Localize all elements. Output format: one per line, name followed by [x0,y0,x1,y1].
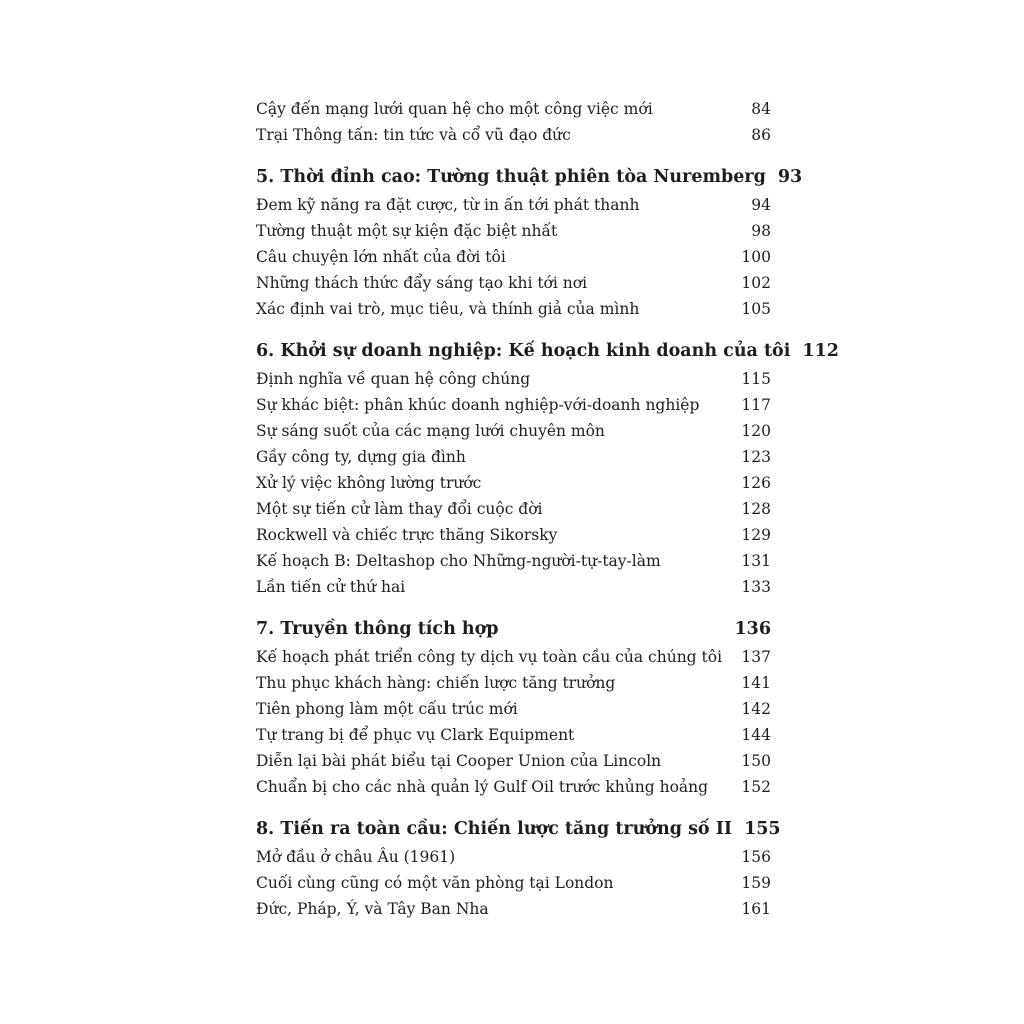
toc-entry [256,218,771,244]
toc-entry-page: 126 [741,474,771,492]
toc-entry-title: Xác định vai trò, mục tiêu, và thính giả của mình [256,300,640,318]
chapter-heading [256,336,839,366]
toc-entry-title: Đức, Pháp, Ý, và Tây Ban Nha [256,900,489,918]
chapter-page: 93 [777,167,803,187]
toc-entry [256,574,771,600]
toc-entry-page: 156 [741,848,771,866]
toc-entry-page: 123 [741,448,771,466]
toc-entry-title: Câu chuyện lớn nhất của đời tôi [256,248,506,266]
toc-entry-title: Tường thuật một sự kiện đặc biệt nhất [256,222,558,240]
toc-entry-title: Tiên phong làm một cấu trúc mới [256,700,518,718]
toc-entry-title: Chuẩn bị cho các nhà quản lý Gulf Oil trước khủng hoảng [256,778,709,796]
toc-entry-page: 129 [741,526,771,544]
toc-chapter-6 [256,336,839,600]
chapter-title: 8. Tiến ra toàn cầu: Chiến lược tăng trưởng số II [256,819,733,839]
toc-entry-page: 98 [751,222,771,240]
toc-intro-section [256,96,771,148]
toc-entry-page: 105 [741,300,771,318]
toc-entry-page: 141 [741,674,771,692]
toc-entry-page: 161 [741,900,771,918]
toc-entry [256,192,771,218]
toc-entry-page: 102 [741,274,771,292]
toc-entry [256,444,771,470]
toc-entry [256,96,771,122]
toc-entry-title: Những thách thức đẩy sáng tạo khi tới nơi [256,274,588,292]
toc-entry-title: Sự sáng suốt của các mạng lưới chuyên môn [256,422,605,440]
chapter-title: 5. Thời đỉnh cao: Tường thuật phiên tòa Nuremberg [256,167,766,187]
chapter-heading [256,614,771,644]
toc-entry-title: Kế hoạch phát triển công ty dịch vụ toàn cầu của chúng tôi [256,648,723,666]
toc-entry [256,548,771,574]
toc-entry [256,418,771,444]
toc-entry-page: 128 [741,500,771,518]
toc-entry-title: Sự khác biệt: phân khúc doanh nghiệp-với-doanh nghiệp [256,396,700,414]
chapter-heading [256,162,803,192]
toc-entry-page: 120 [741,422,771,440]
chapter-page: 136 [734,619,771,639]
toc-entry-title: Xử lý việc không lường trước [256,474,482,492]
toc-entry-title: Định nghĩa về quan hệ công chúng [256,370,531,388]
toc-entry [256,774,771,800]
toc-entry-title: Cuối cùng cũng có một văn phòng tại London [256,874,614,892]
toc-entry-title: Trại Thông tấn: tin tức và cổ vũ đạo đức [256,126,571,144]
toc-entry-page: 117 [741,396,771,414]
toc-entry-page: 144 [741,726,771,744]
toc-entry-title: Diễn lại bài phát biểu tại Cooper Union của Lincoln [256,752,662,770]
chapter-title: 6. Khởi sự doanh nghiệp: Kế hoạch kinh doanh của tôi [256,341,791,361]
toc-entry [256,748,771,774]
toc-entry-page: 137 [741,648,771,666]
toc-entry-title: Thu phục khách hàng: chiến lược tăng trưởng [256,674,616,692]
toc-entry-title: Rockwell và chiếc trực thăng Sikorsky [256,526,558,544]
chapter-heading [256,814,781,844]
table-of-contents [256,96,839,922]
toc-entry-page: 133 [741,578,771,596]
toc-entry [256,122,771,148]
toc-entry-page: 94 [751,196,771,214]
toc-entry-page: 115 [741,370,771,388]
toc-entry [256,496,771,522]
toc-entry-title: Gầy công ty, dựng gia đình [256,448,466,466]
toc-entry-page: 152 [741,778,771,796]
toc-entry-title: Một sự tiến cử làm thay đổi cuộc đời [256,500,543,518]
toc-entry [256,392,771,418]
toc-chapter-8 [256,814,781,922]
toc-entry-title: Cậy đến mạng lưới quan hệ cho một công việc mới [256,100,653,118]
toc-entry [256,844,771,870]
toc-entry [256,244,771,270]
toc-entry-page: 159 [741,874,771,892]
toc-entry-title: Lần tiến cử thứ hai [256,578,406,596]
toc-entry [256,696,771,722]
toc-entry [256,296,771,322]
toc-entry [256,270,771,296]
toc-entry-page: 84 [751,100,771,118]
toc-entry-page: 100 [741,248,771,266]
toc-entry-page: 131 [741,552,771,570]
toc-entry-page: 150 [741,752,771,770]
toc-entry [256,522,771,548]
chapter-title: 7. Truyền thông tích hợp [256,619,499,639]
toc-entry [256,470,771,496]
chapter-page: 112 [802,341,839,361]
toc-entry [256,870,771,896]
toc-entry-page: 142 [741,700,771,718]
toc-entry [256,722,771,748]
toc-entry-title: Kế hoạch B: Deltashop cho Những-người-tự-tay-làm [256,552,661,570]
toc-entry-page: 86 [751,126,771,144]
toc-entry-title: Đem kỹ năng ra đặt cược, từ in ấn tới phát thanh [256,196,640,214]
toc-entry-title: Tự trang bị để phục vụ Clark Equipment [256,726,575,744]
chapter-page: 155 [744,819,781,839]
toc-entry [256,670,771,696]
toc-entry [256,644,771,670]
toc-entry [256,366,771,392]
toc-chapter-7 [256,614,771,800]
toc-entry [256,896,771,922]
toc-chapter-5 [256,162,803,322]
toc-entry-title: Mở đầu ở châu Âu (1961) [256,848,456,866]
